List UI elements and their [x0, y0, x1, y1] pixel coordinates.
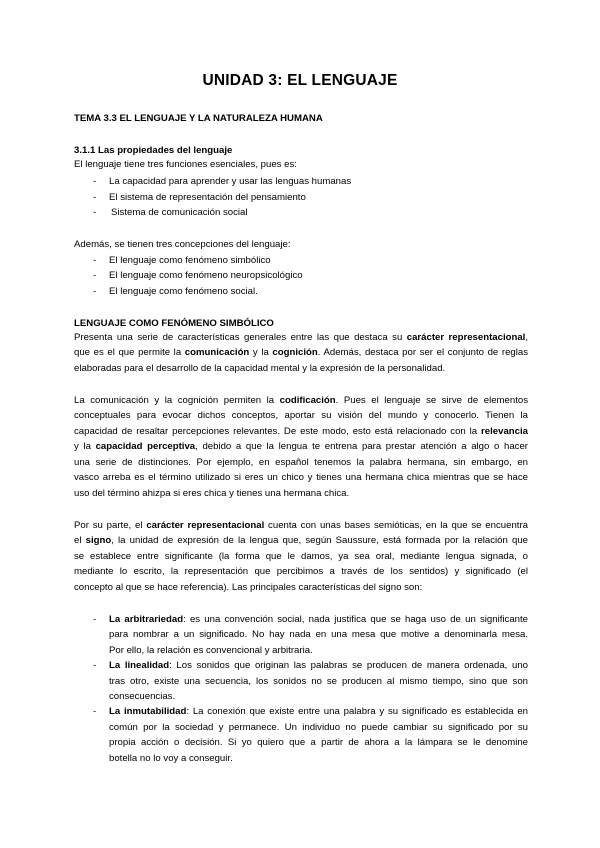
bullet-dash: -	[93, 286, 97, 297]
section-heading: 3.1.1 Las propiedades del lenguaje	[74, 145, 233, 156]
section-intro: El lenguaje tiene tres funciones esenciales, pues es:	[74, 159, 297, 170]
feature-line: para nombrar a un significado. No hay nada en una mesa que motive a denominarla mesa.	[109, 629, 528, 640]
paragraph-line: el signo, la unidad de expresión de la lengua que, según Saussure, está formada por la relación que	[74, 535, 529, 546]
feature-item: La arbitrariedad: es una convención social, nada justifica que se haga uso de un significante	[109, 614, 528, 625]
topic-heading: TEMA 3.3 EL LENGUAJE Y LA NATURALEZA HUMANA	[74, 113, 323, 124]
bullet-dash: -	[93, 614, 97, 625]
paragraph-line: que es el que permite la comunicación y la cognición. Además, destaca por ser el conjunto de reglas	[74, 347, 528, 358]
feature-line: tras otro, existe una secuencia, los sonidos no se producen al mismo tiempo, sino que son	[109, 676, 528, 687]
bullet-dash: -	[93, 706, 97, 717]
feature-line: Por ello, la relación es convencional y arbitraria.	[109, 645, 313, 656]
bullet-dash: -	[93, 192, 97, 203]
paragraph-line: mediante lo escrito, la representación que percibimos a través de los sentidos) y significado (el	[74, 566, 528, 577]
list-item: El lenguaje como fenómeno neuropsicológico	[109, 270, 303, 281]
conceptions-intro: Además, se tienen tres concepciones del lenguaje:	[74, 239, 291, 250]
paragraph-line: conceptuales para evocar dichos conceptos, aportar su visión del mundo y conocerlo. Tienen la	[74, 410, 528, 421]
feature-item: La linealidad: Los sonidos que originan las palabras se producen de manera ordenada, uno	[109, 660, 528, 671]
feature-line: consecuencias.	[109, 691, 176, 702]
bullet-dash: -	[93, 176, 97, 187]
feature-line: propia acción o decisión. Si yo quiero que a partir de ahora a la lámpara se le denomine	[109, 737, 528, 748]
bullet-dash: -	[93, 660, 97, 671]
feature-item: La inmutabilidad: La conexión que existe entre una palabra y su significado es establecida en	[109, 706, 528, 717]
list-item: El lenguaje como fenómeno simbólico	[109, 255, 271, 266]
list-item: El lenguaje como fenómeno social.	[109, 286, 258, 297]
feature-line: común por la sociedad y permanece. Un individuo no puede cambiar su significado por su	[109, 722, 528, 733]
paragraph-line: y la capacidad perceptiva, debido a que la lengua te entrena para prestar atención a algo o hacer	[74, 441, 528, 452]
paragraph-line: vasco arreba es el término utilizado si eres un chico y tienes una hermana chica mientras que se hace	[74, 472, 528, 483]
paragraph-line: uso del término ahizpa si eres chica y tienes una hermana chica.	[74, 488, 350, 499]
bullet-dash: -	[93, 207, 97, 218]
page-title: UNIDAD 3: EL LENGUAJE	[202, 72, 398, 89]
feature-line: botella no lo voy a conseguir.	[109, 753, 233, 764]
symbolic-heading: LENGUAJE COMO FENÓMENO SIMBÓLICO	[74, 318, 274, 329]
paragraph-line: La comunicación y la cognición permiten la codificación. Pues el lenguaje se sirve de elementos	[74, 395, 528, 406]
paragraph-line: elaboradas para el desarrollo de la capacidad mental y la expresión de la personalidad.	[74, 363, 446, 374]
paragraph-line: capacidad de resaltar percepciones relevantes. De este modo, esto está relacionado con la relevancia	[74, 426, 528, 437]
paragraph-line: concepto al que se hace referencia). Las principales características del signo son:	[74, 582, 423, 593]
paragraph-line: una serie de distinciones. Por ejemplo, en español tenemos la palabra hermana, sin embargo, en	[74, 457, 528, 468]
list-item: El sistema de representación del pensamiento	[109, 192, 306, 203]
list-item: Sistema de comunicación social	[111, 207, 248, 218]
list-item: La capacidad para aprender y usar las lenguas humanas	[109, 176, 352, 187]
paragraph-line: Por su parte, el carácter representacional cuenta con unas bases semióticas, en la que se encuentra	[74, 520, 528, 531]
bullet-dash: -	[93, 255, 97, 266]
paragraph-line: se establece entre significante (la forma que le damos, ya sea oral, mediante lengua signada, o	[74, 551, 528, 562]
bullet-dash: -	[93, 270, 97, 281]
paragraph-line: Presenta una serie de características generales entre las que destaca su carácter representacional,	[74, 332, 529, 343]
